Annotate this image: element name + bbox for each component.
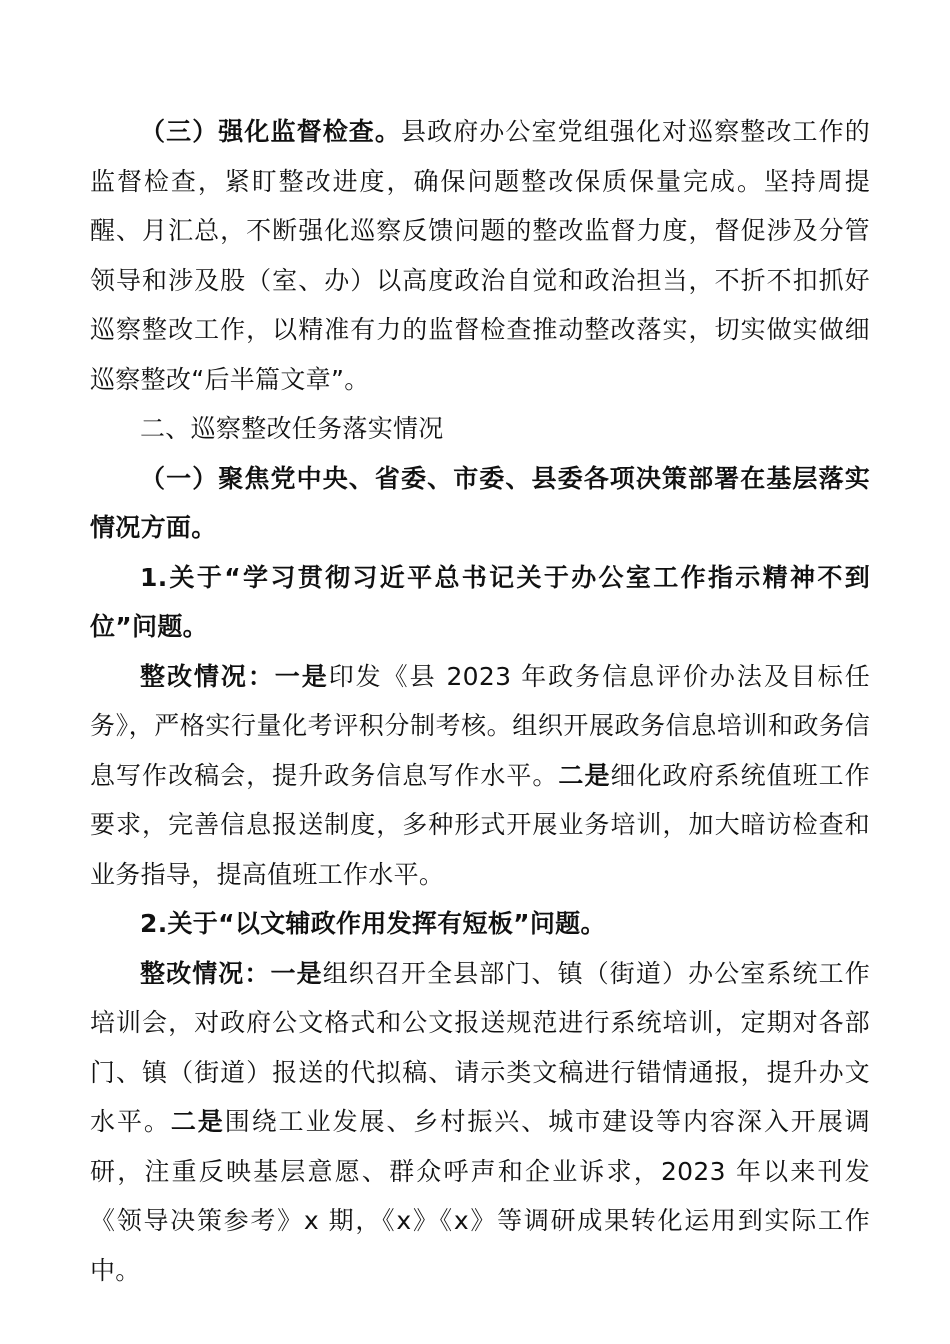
paragraph-supervision [90,107,870,404]
second-point-label: 二是 [170,1107,225,1136]
document-body [90,107,870,1295]
paragraph-text: 印发《县 2023 年政务信息评价办法及目标任务》，严格实行量化考评积分制考核。组织开展政务信息培训和政务信息写作改稿会，提升政务信息写作水平。 [90,661,870,790]
rectification-paragraph-2 [90,949,870,1296]
subsection-heading-1 [90,454,870,553]
section-heading-2 [90,404,870,454]
issue-title: 2.关于“以文辅政作用发挥有短板”问题。 [140,909,606,938]
subsection-title: （一）聚焦党中央、省委、市委、县委各项决策部署在基层落实情况方面。 [90,463,870,542]
rectification-paragraph-1 [90,652,870,900]
second-point-label: 二是 [558,760,611,790]
paragraph-text: 组织召开全县部门、镇（街道）办公室系统工作培训会，对政府公文格式和公文报送规范进行系统培训，定期对各部门、镇（街道）报送的代拟稿、请示类文稿进行错情通报，提升办文水平。 [90,958,870,1136]
rectification-label: 整改情况：一是 [140,661,329,691]
issue-title: 1.关于“学习贯彻习近平总书记关于办公室工作指示精神不到位”问题。 [90,562,870,641]
paragraph-text: 细化政府系统值班工作要求，完善信息报送制度，多种形式开展业务培训，加大暗访检查和业务指导，提高值班工作水平。 [90,760,870,889]
paragraph-text: 县政府办公室党组强化对巡察整改工作的监督检查，紧盯整改进度，确保问题整改保质保量完成。坚持周提醒、月汇总，不断强化巡察反馈问题的整改监督力度，督促涉及分管领导和涉及股（室、办）以高度政治自觉和政治担当，不折不扣抓好巡察整改工作，以精准有力的监督检查推动整改落实，切实做实做细巡察整改“后半篇文章”。 [90,117,870,394]
heading-supervision: （三）强化监督检查。 [140,117,401,146]
issue-heading-1 [90,553,870,652]
section-title: 二、巡察整改任务落实情况 [140,414,444,443]
issue-heading-2 [90,899,870,949]
rectification-label: 整改情况：一是 [140,958,323,988]
paragraph-text: 围绕工业发展、乡村振兴、城市建设等内容深入开展调研，注重反映基层意愿、群众呼声和企业诉求，2023 年以来刊发《领导决策参考》x 期，《x》《x》等调研成果转化运用到实际工作中。 [90,1107,870,1285]
